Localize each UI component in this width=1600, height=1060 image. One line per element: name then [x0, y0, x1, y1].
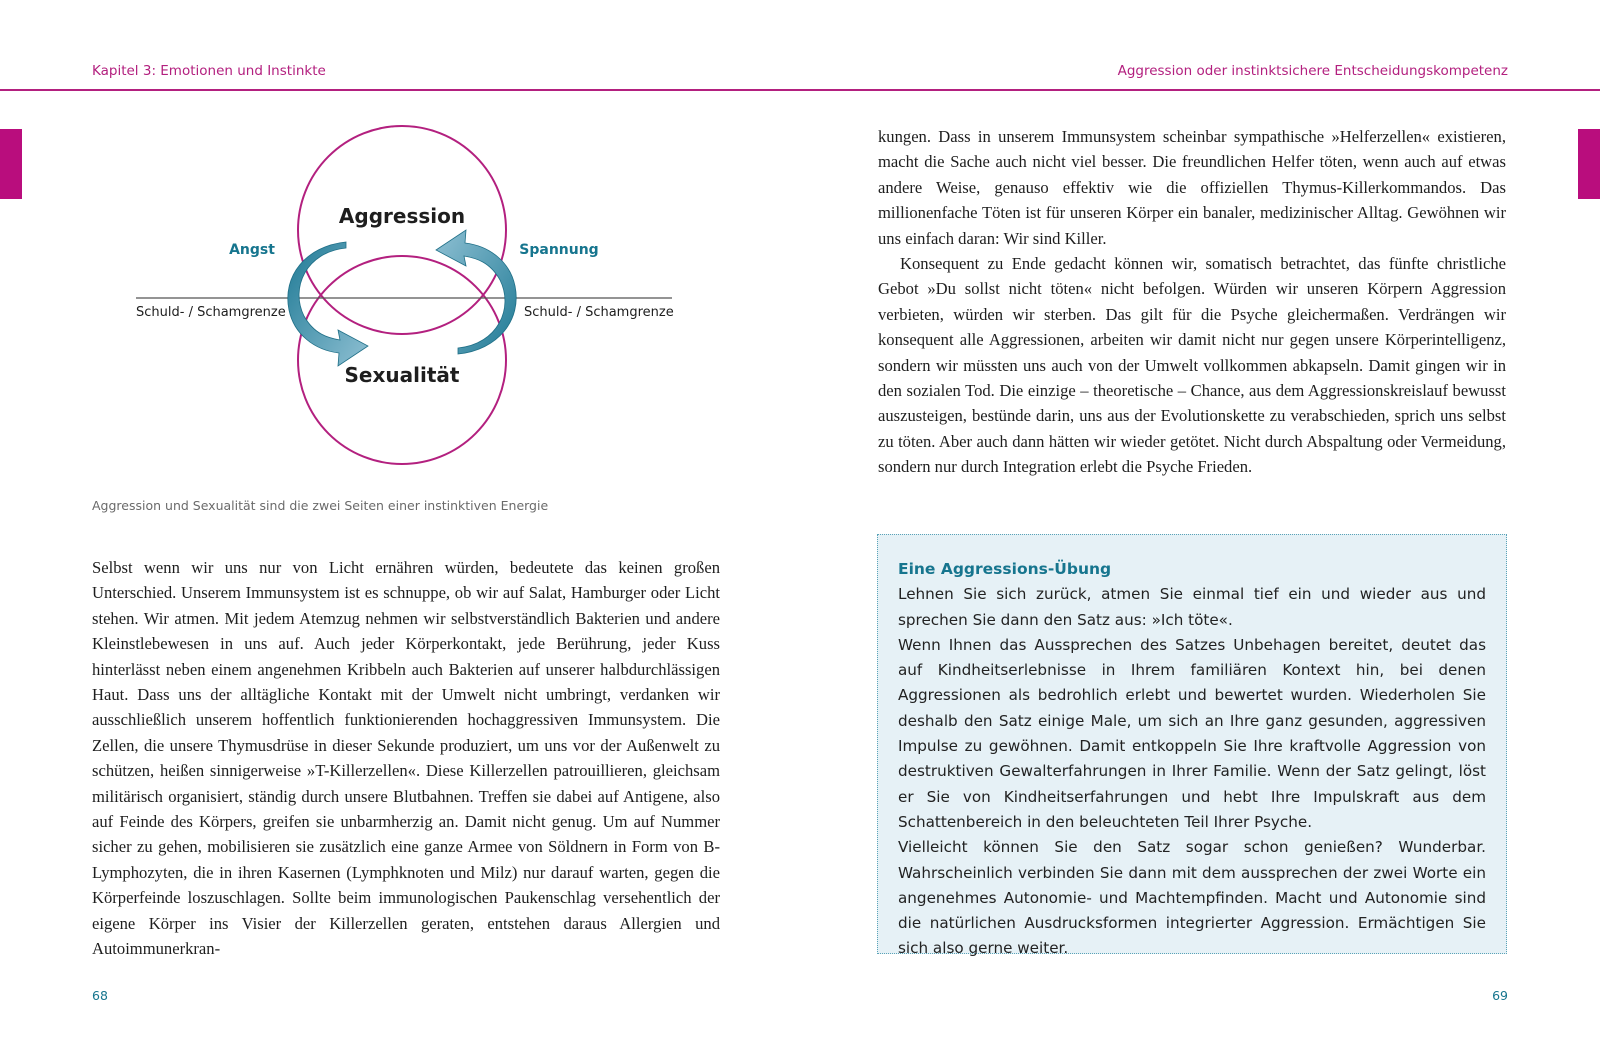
exercise-paragraph-1: Lehnen Sie sich zurück, atmen Sie einmal tief ein und wieder aus und sprechen Sie dann den Satz aus: »Ich töte«. [898, 585, 1486, 629]
angst-label: Angst [229, 242, 275, 258]
exercise-paragraph-3: Vielleicht können Sie den Satz sogar schon genießen? Wunderbar. Wahrscheinlich verbinden Sie dann mit dem aussprechen der zwei Worte ein angenehmes Autonomie- und Machtempfinden. Macht und Autonomie sind die natürlichen Ausdrucksformen integrierter Aggression. Ermächtigen Sie sich also gerne weiter. [898, 838, 1486, 958]
left-body-text: Selbst wenn wir uns nur von Licht ernähren würden, bedeutete das keinen großen Unterschied. Unserem Immunsystem ist es schnuppe, ob wir auf Salat, Hamburger oder Licht stehen. Wir atmen. Mit jedem Atemzug nehmen wir selbstverständlich Bakterien und andere Kleinstlebewesen in uns auf. Auch jeder Körperkontakt, jede Berührung, jeder Kuss hinterlässt neben einem angenehmen Kribbeln auch Bakterien auf unserer halbdurchlässigen Haut. Dass uns der alltägliche Kontakt mit der Umwelt nicht umbringt, verdanken wir ausschließlich unserem hoffentlich funktionierenden hochaggressiven Immunsystem. Die Zellen, die unsere Thymusdrüse in dieser Sekunde produziert, um uns vor der Außenwelt zu schützen, heißen sinnigerweise »T-Killerzellen«. Diese Killerzellen patrouillieren, gleichsam militärisch organisiert, ständig durch unsere Blutbahnen. Treffen sie dabei auf Antigene, also auf Feinde des Körpers, greifen sie unbarmherzig an. Damit nicht genug. Um auf Nummer sicher zu gehen, mobilisieren sie zusätzlich eine ganze Armee von Söldnern in Form von B-Lymphozyten, die in ihren Kasernen (Lymphknoten und Milz) nur darauf warten, gegen die Körperfeinde loszuschlagen. Sollte beim immunologischen Paukenschlag versehentlich der eigene Körper ins Visier der Killerzellen geraten, entstehen daraus Allergien und Autoimmunerkran- [92, 558, 720, 959]
right-body-paragraph-1: kungen. Dass in unserem Immunsystem scheinbar sympathische »Helferzellen« existieren, macht die Sache auch nicht viel besser. Die freundlichen Helfer töten, wenn auch auf etwas andere Weise, genauso effektiv wie die offiziellen Thymus-Killerkommandos. Das millionenfache Töten ist für unseren Körper ein banaler, medizinischer Alltag. Gewöhnen wir uns einfach daran: Wir sind Killer. [878, 127, 1506, 248]
exercise-paragraph-2: Wenn Ihnen das Aussprechen des Satzes Unbehagen bereitet, deutet das auf Kindheitserlebnisse in Ihrem familiären Kontext hin, bei denen Aggressionen als bedrohlich erlebt und bewertet wurden. Wiederholen Sie deshalb den Satz einige Male, um sich an Ihre ganz gesunden, aggressiven Impulse zu gewöhnen. Damit entkoppeln Sie Ihre kraftvolle Aggression von destruktiven Gewalterfahrungen in Ihrer Familie. Wenn der Satz gelingt, löst er Sie von Kindheitserfahrungen und hebt Ihre Impulskraft aus dem Schattenbereich in den beleuchteten Teil Ihrer Psyche. [898, 635, 1486, 831]
shame-boundary-label-right: Schuld- / Schamgrenze [524, 305, 674, 320]
running-head-right: Aggression oder instinktsichere Entscheidungskompetenz [1117, 63, 1508, 79]
right-body-text [878, 124, 1506, 480]
running-head-left: Kapitel 3: Emotionen und Instinkte [92, 63, 326, 79]
exercise-title: Eine Aggressions-Übung [898, 560, 1112, 578]
header-rule [0, 89, 1600, 91]
shame-boundary-label-left: Schuld- / Schamgrenze [136, 305, 286, 320]
page-number-left: 68 [92, 988, 108, 1003]
right-body-paragraph-2: Konsequent zu Ende gedacht können wir, somatisch betrachtet, das fünfte christliche Gebot »Du sollst nicht töten« nicht befolgen. Würden wir unseren Körpern Aggression verbieten, würden wir sterben. Das gilt für die Psyche gleichermaßen. Verdrängen wir konsequent alle Aggressionen, arbeiten wir damit nicht nur gegen unsere Körperintelligenz, sondern wir müssten uns auch von der Umwelt vollkommen abkapseln. Damit gingen wir in den sozialen Tod. Die einzige – theoretische – Chance, aus dem Aggressionskreislauf bewusst auszusteigen, bestünde darin, uns aus der Evolutionskette zu verabschieden, sprich uns selbst zu töten. Aber auch dann hätten wir wieder getötet. Nicht durch Abspaltung oder Vermeidung, sondern nur durch Integration erlebt die Psyche Frieden. [878, 254, 1506, 477]
spannung-label: Spannung [519, 242, 599, 258]
aggression-label: Aggression [338, 204, 466, 228]
thumb-tab-right [1578, 129, 1600, 199]
aggression-sexuality-diagram [92, 120, 692, 480]
thumb-tab-left [0, 129, 22, 199]
page-number-right: 69 [1492, 988, 1508, 1003]
sexuality-label: Sexualität [344, 363, 460, 387]
figure-caption: Aggression und Sexualität sind die zwei Seiten einer instinktiven Energie [92, 498, 549, 513]
aggression-circle [298, 126, 506, 334]
exercise-box [877, 534, 1507, 958]
sexuality-circle [298, 256, 506, 464]
